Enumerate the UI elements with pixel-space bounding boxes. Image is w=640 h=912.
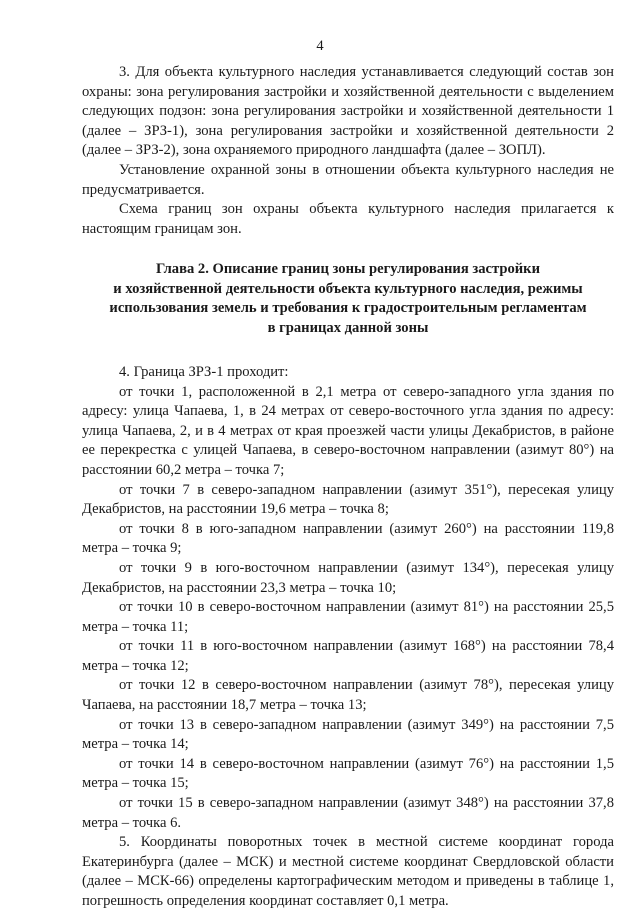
boundary-segment-8-9: от точки 8 в юго-западном направлении (азимут 260°) на расстоянии 119,8 метра – точка 9; [82,520,614,557]
chapter-heading-line-3: использования земель и требования к градостроительным регламентам [109,300,587,317]
paragraph-scheme-note: Схема границ зон охраны объекта культурного наследия прилагается к настоящим границам зон. [82,201,614,237]
boundary-segment-10-11: от точки 10 в северо-восточном направлении (азимут 81°) на расстоянии 25,5 метра – точка 11; [82,599,614,635]
chapter-heading-line-2: и хозяйственной деятельности объекта культурного наследия, режимы [113,280,583,297]
paragraph-item-3: 3. Для объекта культурного наследия устанавливается следующий состав зон охраны: зона регулирования застройки и хозяйственной деятельности с выделением следующих подзон: зона регулирования застройки и хозяйственной деятельности 1 (далее – ЗРЗ-1), зона регулирования застройки и хозяйственной деятельности 2 (далее – ЗРЗ-2), зона охраняемого природного ландшафта (далее – ЗОПЛ). [82,64,614,159]
boundary-segment-12-13: от точки 12 в северо-восточном направлении (азимут 78°), пересекая улицу Чапаева, на расстоянии 18,7 метра – точка 13; [82,677,614,714]
chapter-heading [82,260,614,338]
paragraph-security-zone-note: Установление охранной зоны в отношении объекта культурного наследия не предусматривается. [82,161,614,198]
boundary-segment-14-15: от точки 14 в северо-восточном направлении (азимут 76°) на расстоянии 1,5 метра – точка 15; [82,755,614,792]
paragraph-item-5: 5. Координаты поворотных точек в местной системе координат города Екатеринбурга (далее – МСК) и местной системе координат Свердловской области (далее – МСК-66) определены картографическим методом и приведены в таблице 1, погрешность определения координат составляет 0,1 метра. [82,834,614,909]
page-number: 4 [316,38,324,54]
boundary-segment-1-7: от точки 1, расположенной в 2,1 метра от северо-западного угла здания по адресу: улица Чапаева, 1, в 24 метрах от северо-восточного угла здания по адресу: улица Чапаева, 2, и в 4 метрах от края проезжей части улицы Декабристов, в районе ее перекрестка с улицей Чапаева, в северо-восточном направлении (азимут 80°) на расстоянии 60,2 метра – точка 7; [82,383,614,478]
boundary-segment-11-12: от точки 11 в юго-восточном направлении (азимут 168°) на расстоянии 78,4 метра – точка 12; [82,638,614,674]
paragraph-item-4: 4. Граница ЗРЗ-1 проходит: [119,363,289,380]
chapter-heading-line-4: в границах данной зоны [267,319,429,336]
boundary-segment-13-14: от точки 13 в северо-западном направлении (азимут 349°) на расстоянии 7,5 метра – точка 14; [82,716,614,753]
boundary-segment-15-6: от точки 15 в северо-западном направлении (азимут 348°) на расстоянии 37,8 метра – точка 6. [82,795,614,831]
chapter-heading-line-1: Глава 2. Описание границ зоны регулирования застройки [155,261,540,278]
boundary-segment-7-8: от точки 7 в северо-западном направлении (азимут 351°), пересекая улицу Декабристов, на расстоянии 19,6 метра – точка 8; [82,481,614,518]
boundary-segment-9-10: от точки 9 в юго-восточном направлении (азимут 134°), пересекая улицу Декабристов, на расстоянии 23,3 метра – точка 10; [82,559,614,596]
document-body [82,63,614,912]
